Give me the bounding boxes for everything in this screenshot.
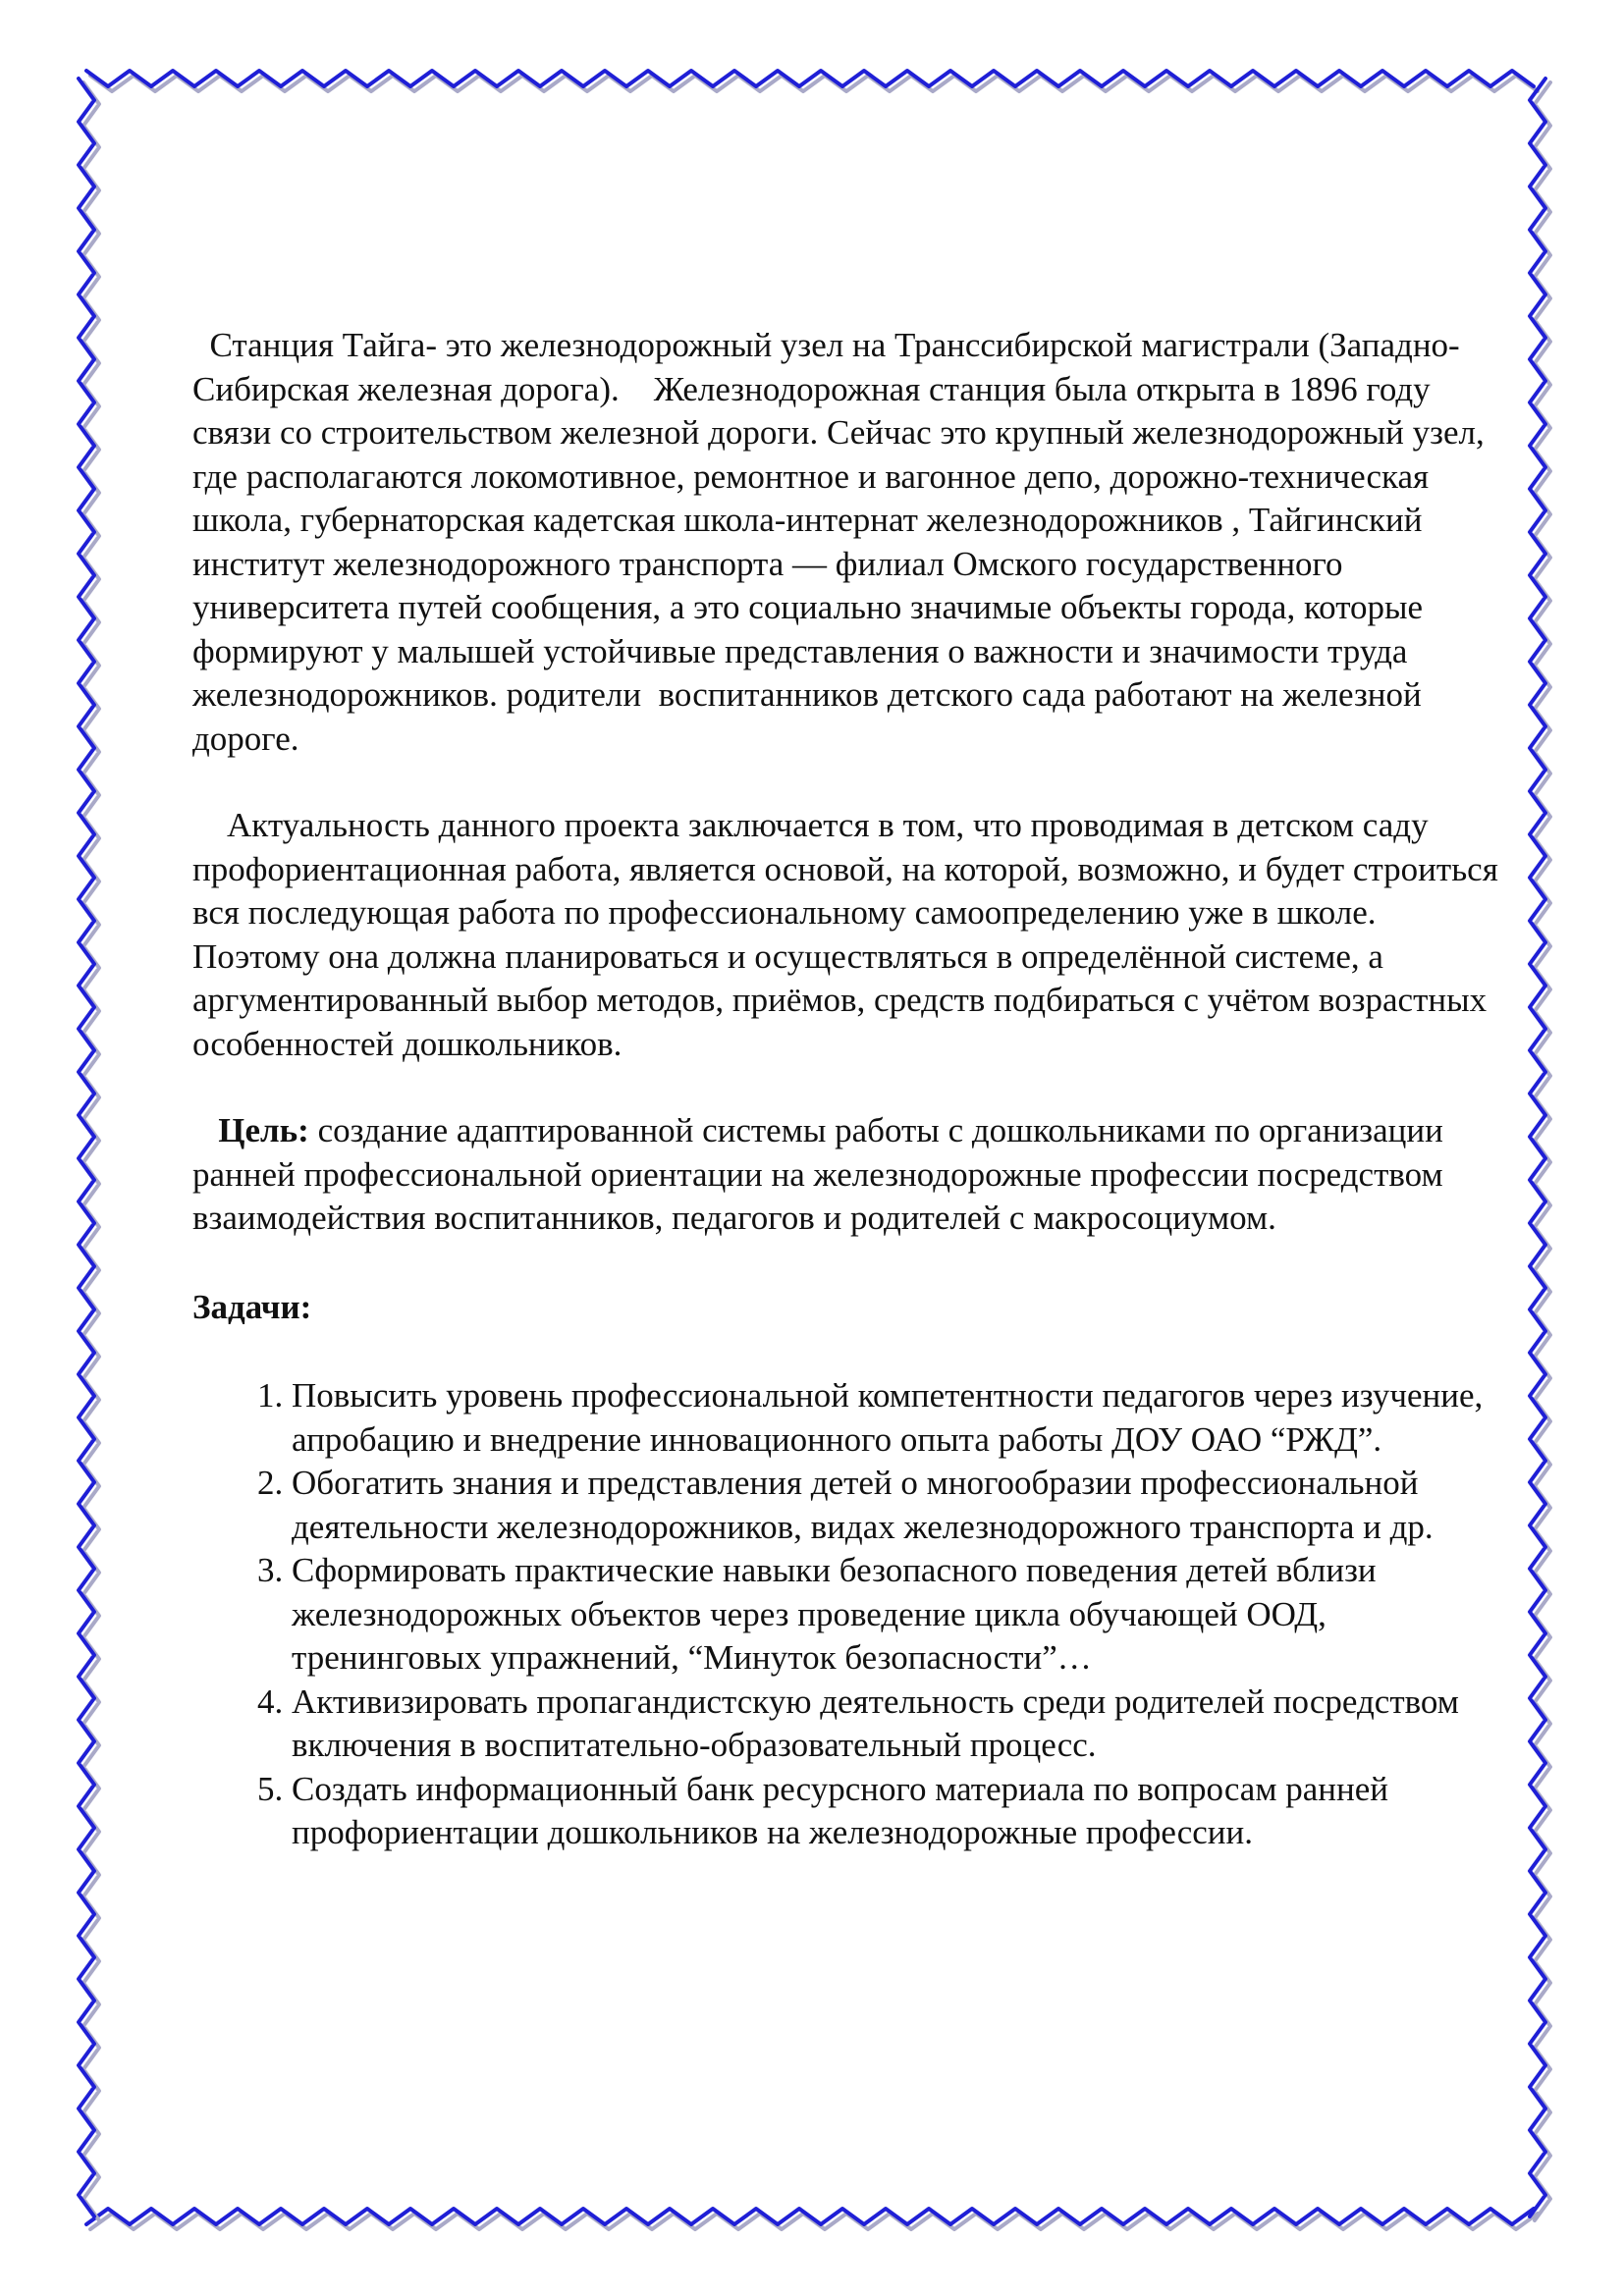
task-item: 1. Повысить уровень профессиональной компетентности педагогов через изучение, апробацию и внедрение инновационного опыта работы ДОУ ОАО “РЖД”. [292,1374,1508,1462]
goal-text: создание адаптированной системы работы с дошкольниками по организации ранней профессиональной ориентации на железнодорожные профессии посредством взаимодействия воспитанников, педагогов и родителей с макросоциумом. [192,1111,1452,1237]
document-body [192,324,1508,1855]
intro-paragraph: Станция Тайга- это железнодорожный узел на Транссибирской магистрали (Западно-Сибирская железная дорога). Железнодорожная станция была открыта в 1896 году связи со строительством железной дороги. Сейчас это крупный железнодорожный узел, где располагаются локомотивное, ремонтное и вагонное депо, дорожно-техническая школа, губернаторская кадетская школа-интернат железнодорожников , Тайгинский институт железнодорожного транспорта — филиал Омского государственного университета путей сообщения, а это социально значимые объекты города, которые формируют у малышей устойчивые представления о важности и значимости труда железнодорожников. родители воспитанников детского сада работают на железной дороге. [192,326,1493,758]
tasks-list [192,1374,1508,1855]
tasks-heading: Задачи: [192,1287,312,1326]
task-item: 4. Активизировать пропагандистскую деятельность среди родителей посредством включения в воспитательно-образовательный процесс. [292,1681,1508,1768]
relevance-paragraph: Актуальность данного проекта заключается в том, что проводимая в детском саду профориентационная работа, является основой, на которой, возможно, и будет строиться вся последующая работа по профессиональному самоопределению уже в школе. Поэтому она должна планироваться и осуществляться в определённой системе, а аргументированный выбор методов, приёмов, средств подбираться с учётом возрастных особенностей дошкольников. [192,806,1507,1063]
goal-paragraph [192,1109,1508,1241]
task-item: 5. Создать информационный банк ресурсного материала по вопросам ранней профориентации дошкольников на железнодорожные профессии. [292,1768,1508,1855]
task-item: 2. Обогатить знания и представления детей о многообразии профессиональной деятельности железнодорожников, видах железнодорожного транспорта и др. [292,1462,1508,1549]
task-item: 3. Сформировать практические навыки безопасного поведения детей вблизи железнодорожных объектов через проведение цикла обучающей ООД, тренинговых упражнений, “Минуток безопасности”… [292,1549,1508,1681]
goal-label: Цель: [218,1111,309,1149]
